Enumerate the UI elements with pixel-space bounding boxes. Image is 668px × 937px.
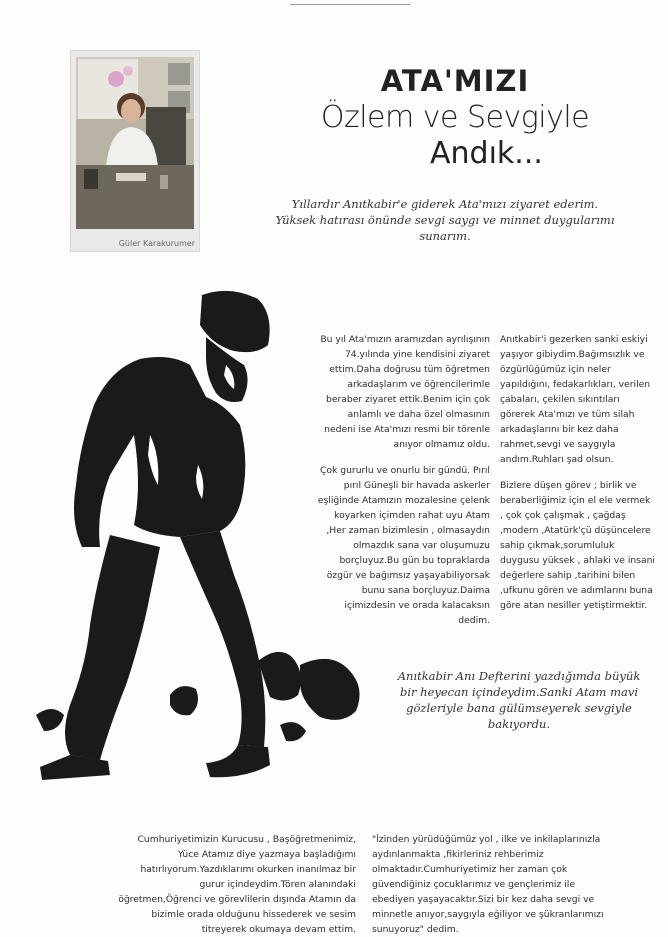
- title-line-2: Özlem ve Sevgiyle: [320, 100, 590, 135]
- author-photo-card: [70, 50, 200, 252]
- title-line-1: ATA'MIZI: [380, 64, 530, 98]
- pull-quote: Anıtkabir Anı Defterini yazdığımda büyük bir heyecan içindeydim.Sanki Atam mavi gözleriyle bana gülümseyerek sevgiyle bakıyordu.: [397, 669, 641, 731]
- title-line-3: Andık...: [430, 136, 543, 171]
- author-photo: [76, 57, 194, 229]
- paragraph: Bu yıl Ata'mızın aramızdan ayrılışının 74.yılında yine kendisini ziyaret ettim.Daha doğrusu tüm öğretmen arkadaşlarım ve öğrencilerimle beraber ziyaret ettik.Benim için çok anlamlı ve daha özel olmasının nedeni ise Ata'mızı resmi bir törenle anıyor olmamız oldu.: [320, 334, 490, 450]
- article-column-right: [500, 332, 656, 624]
- bottom-column-right: "İzinden yürüdüğümüz yol , ilke ve inkilaplarınızla aydınlanmakta ,fikirleriniz rehberimiz olmaktadır.Cumhuriyetimiz her zaman çok güvendiğiniz çocuklarımız ve gençlerimiz ile ebediyen yaşayacaktır.Sizi bir kez daha sevgi ve minnetle anıyor,saygıyla eğiliyor ve şükranlarımızı sunuyoruz" dedim.: [372, 834, 604, 935]
- paragraph: Anıtkabir'i gezerken sanki eskiyi yaşıyor gibiydim.Bağımsızlık ve özgürlüğümüz için neler yapıldığını, fedakarlıkları, verilen çabaları, çekilen sıkıntıları görerek Ata'mızı ve tüm silah arkadaşlarını bir kez daha rahmet,sevgi ve saygıyla andım.Ruhları şad olsun.: [500, 334, 651, 465]
- bottom-column-left: Cumhuriyetimizin Kurucusu , Başöğretmenimiz, Yüce Atamız diye yazmaya başladığımı hatırlıyorum.Yazdıklarımı okurken inanılmaz bir gurur içindeydim.Tören alanındaki öğretmen,Öğrenci ve görevlilerin dışında Atamın da bizimle orada olduğunu hissederek ve sesim titreyerek okumaya devam ettim.: [118, 834, 356, 935]
- intro-text: Yıllardır Anıtkabir'e giderek Ata'mızı ziyaret ederim. Yüksek hatırası önünde sevgi saygı ve minnet duygularımı sunarım.: [275, 197, 615, 243]
- photo-caption: Güler Karakurumer: [118, 239, 195, 248]
- paragraph: Çok gururlu ve onurlu bir gündü. Pırıl pırıl Güneşli bir havada askerler eşliğinde Atamızın mozalesine çelenk koyarken içimden rahat uyu Atam ,Her zaman bizimlesin , olmasaydın olmazdık sana var oluşumuzu borçluyuz.Bu gün bu topraklarda özgür ve bağımsız yaşayabiliyorsak bunu sana borçluyuz.Daima içimizdesin ve orada kalacaksın dedim.: [317, 465, 490, 626]
- paragraph: Bizlere düşen görev ; birlik ve beraberliğimiz için el ele vermek , çok çok çalışmak , çağdaş ,modern ,Atatürk'çü düşüncelere sahip çıkmak,sorumluluk duygusu yüksek , ahlaki ve insani değerlere sahip ,tarihini bilen ,ufkunu gören ve adımlarını buna göre atan nesiller yetiştirmektir.: [500, 480, 655, 611]
- top-rule: [290, 4, 410, 5]
- article-column-left: [316, 332, 490, 639]
